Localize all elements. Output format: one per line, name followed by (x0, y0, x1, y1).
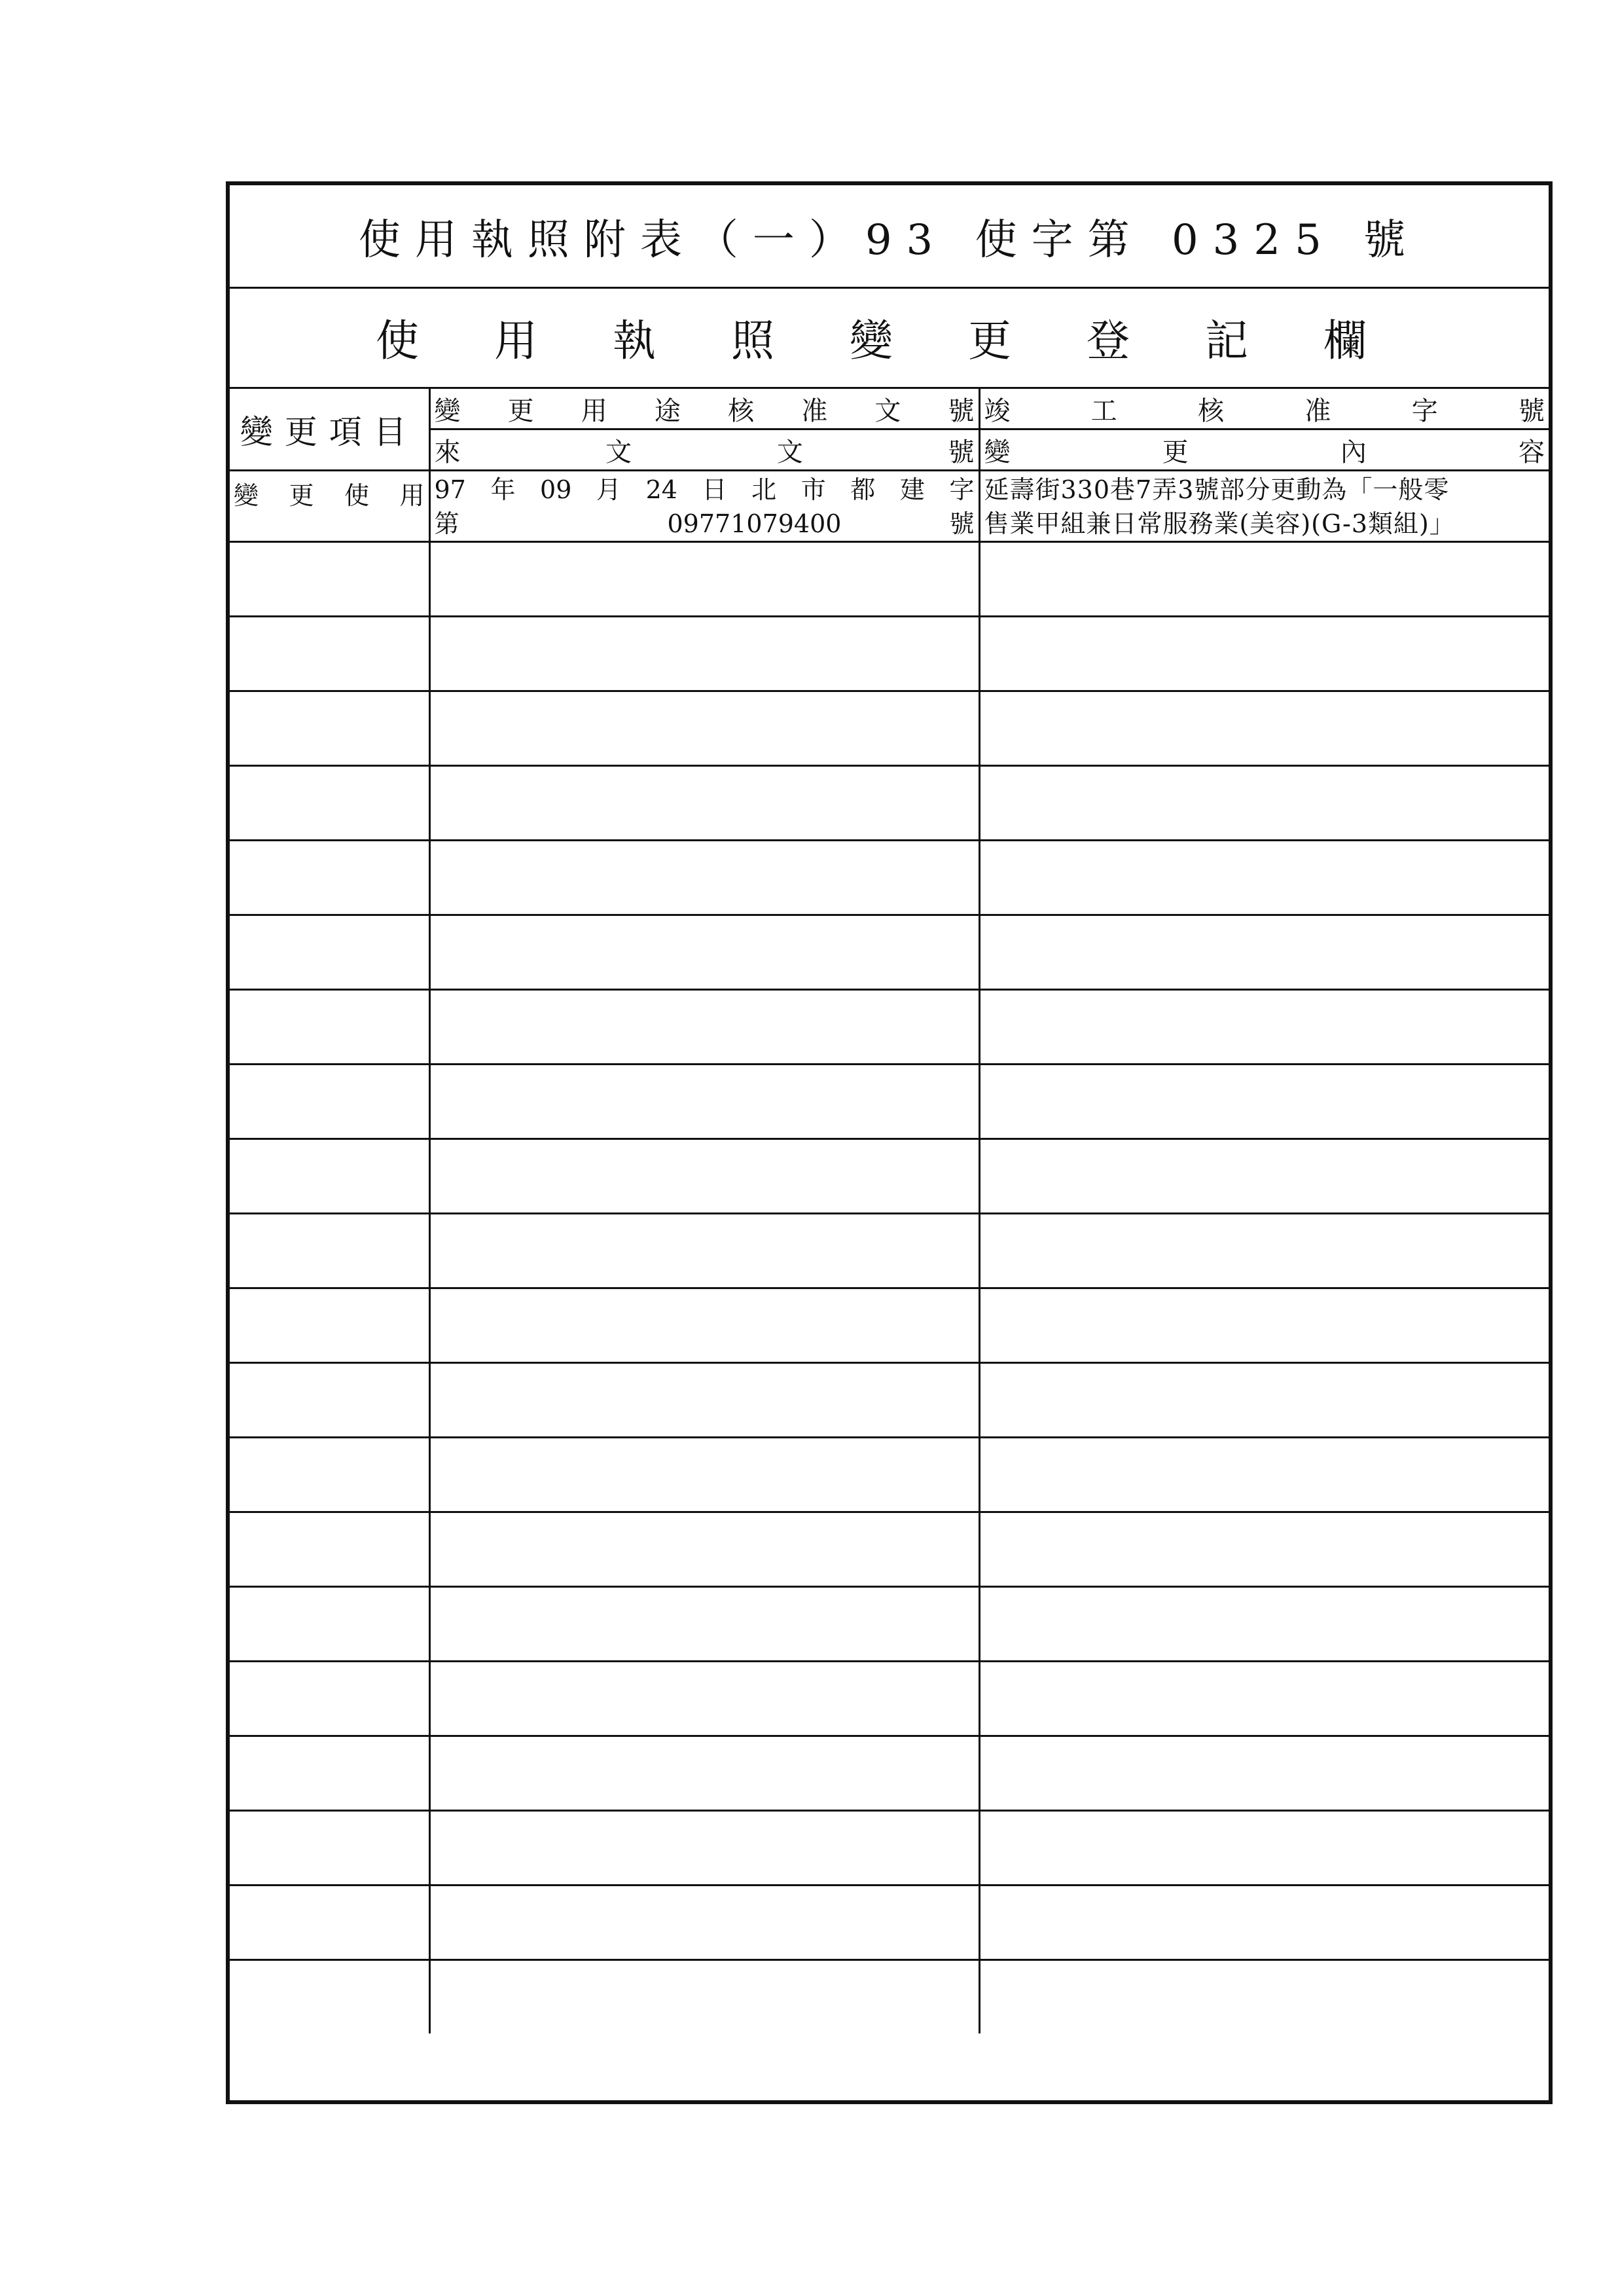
header-approval-doc-no: 變更用途核准文號 (429, 388, 979, 429)
table-row (230, 471, 1549, 542)
table-row (230, 1139, 1549, 1214)
table-row (230, 542, 1549, 617)
table-row (230, 990, 1549, 1065)
table-row (230, 1587, 1549, 1662)
row-change-content: 延壽街330巷7弄3號部分更動為「一般零 售業甲組兼日常服務業(美容)(G-3類組)」 (979, 471, 1549, 542)
form-subtitle: 使用執照變更登記欄 (230, 287, 1549, 389)
table-row (230, 766, 1549, 841)
license-form (226, 181, 1553, 2104)
header-change-item: 變更項目 (230, 388, 429, 471)
table-row (230, 1288, 1549, 1363)
table-row (230, 1662, 1549, 1736)
header-completion-no: 竣工核准字號 (979, 388, 1549, 429)
change-register-table (230, 387, 1549, 2033)
header-change-content: 變更內容 (979, 429, 1549, 471)
table-row (230, 841, 1549, 915)
table-row (230, 1811, 1549, 1886)
table-row (230, 1886, 1549, 1960)
row-change-item: 變更使用 (230, 471, 429, 542)
table-row (230, 691, 1549, 766)
table-row (230, 1214, 1549, 1288)
table-row (230, 1960, 1549, 2034)
table-row (230, 1438, 1549, 1512)
table-row (230, 1065, 1549, 1139)
table-row (230, 1363, 1549, 1438)
table-row (230, 915, 1549, 990)
table-row (230, 1512, 1549, 1587)
form-title: 使用執照附表（一）93 使字第 0325 號 (230, 185, 1549, 289)
header-incoming-doc-no: 來文文號 (429, 429, 979, 471)
table-row (230, 1736, 1549, 1811)
table-row (230, 617, 1549, 691)
row-doc-no: 97年09月24日北市都建字 第 09771079400 號 (429, 471, 979, 542)
